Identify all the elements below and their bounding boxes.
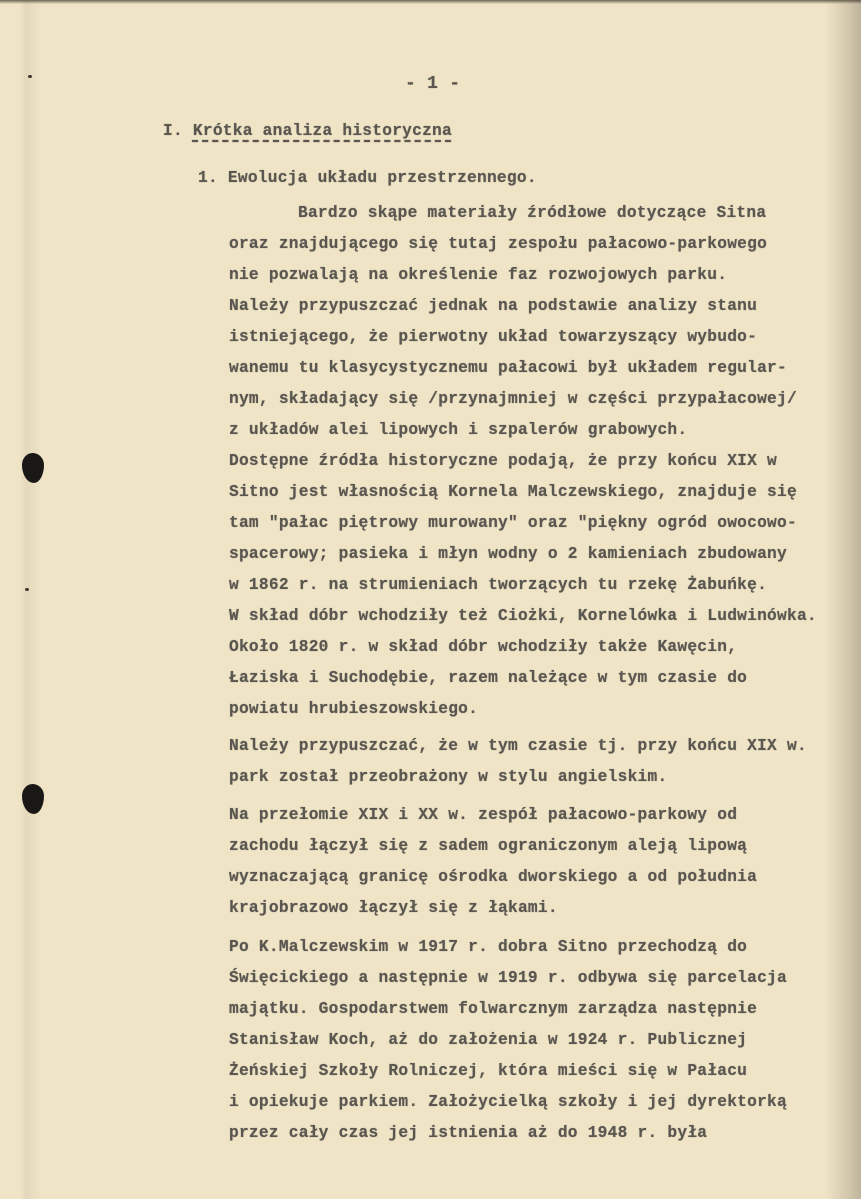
text-line: nym, składający się /przynajmniej w części przypałacowej/ xyxy=(229,390,797,408)
binder-hole-mark xyxy=(22,453,44,483)
text-line: Łaziska i Suchodębie, razem należące w tym czasie do xyxy=(229,669,748,687)
text-line: tam "pałac piętrowy murowany" oraz "piękny ogród owocowo- xyxy=(229,514,797,532)
text-line: Należy przypuszczać jednak na podstawie analizy stanu xyxy=(229,297,758,315)
ink-speck xyxy=(25,588,29,591)
text-line: zachodu łączył się z sadem ograniczonym aleją lipową xyxy=(229,837,748,855)
text-line: nie pozwalają na określenie faz rozwojowych parku. xyxy=(229,266,728,284)
text-line: wyznaczającą granicę ośrodka dworskiego a od południa xyxy=(229,868,758,886)
subsection-heading: 1. Ewolucja układu przestrzennego. xyxy=(198,169,537,187)
text-line: przez cały czas jej istnienia aż do 1948 r. była xyxy=(229,1124,708,1142)
section-heading xyxy=(163,122,452,140)
text-line: Po K.Malczewskim w 1917 r. dobra Sitno przechodzą do xyxy=(229,938,748,956)
text-line: oraz znajdującego się tutaj zespołu pałacowo-parkowego xyxy=(229,235,768,253)
binder-hole-mark xyxy=(22,784,44,814)
text-line: W skład dóbr wchodziły też Ciożki, Kornelówka i Ludwinówka. xyxy=(229,607,817,625)
text-line: Żeńskiej Szkoły Rolniczej, która mieści się w Pałacu xyxy=(229,1062,748,1080)
text-line: wanemu tu klasycystycznemu pałacowi był układem regular- xyxy=(229,359,787,377)
text-line: Bardzo skąpe materiały źródłowe dotyczące Sitna xyxy=(298,204,767,222)
section-title: Krótka analiza historyczna xyxy=(192,122,452,140)
text-line: Dostępne źródła historyczne podają, że przy końcu XIX w xyxy=(229,452,778,470)
text-line: powiatu hrubieszowskiego. xyxy=(229,700,479,718)
text-line: w 1862 r. na strumieniach tworzących tu rzekę Żabuńkę. xyxy=(229,576,768,594)
text-line: z układów alei lipowych i szpalerów grabowych. xyxy=(229,421,688,439)
text-line: istniejącego, że pierwotny układ towarzyszący wybudo- xyxy=(229,328,758,346)
text-line: Należy przypuszczać, że w tym czasie tj. przy końcu XIX w. xyxy=(229,737,807,755)
text-line: majątku. Gospodarstwem folwarcznym zarządza następnie xyxy=(229,1000,758,1018)
text-line: Sitno jest własnością Kornela Malczewskiego, znajduje się xyxy=(229,483,797,501)
text-line: i opiekuje parkiem. Założycielką szkoły i jej dyrektorką xyxy=(229,1093,787,1111)
section-number: I. xyxy=(163,122,183,140)
text-line: krajobrazowo łączył się z łąkami. xyxy=(229,899,558,917)
text-line: spacerowy; pasieka i młyn wodny o 2 kamieniach zbudowany xyxy=(229,545,787,563)
text-line: park został przeobrażony w stylu angielskim. xyxy=(229,768,668,786)
text-line: Na przełomie XIX i XX w. zespół pałacowo-parkowy od xyxy=(229,806,738,824)
page-number: - 1 - xyxy=(405,74,461,94)
text-line: Około 1820 r. w skład dóbr wchodziły także Kawęcin, xyxy=(229,638,738,656)
ink-speck xyxy=(28,75,32,78)
text-line: Stanisław Koch, aż do założenia w 1924 r. Publicznej xyxy=(229,1031,748,1049)
text-line: Święcickiego a następnie w 1919 r. odbywa się parcelacja xyxy=(229,969,787,987)
